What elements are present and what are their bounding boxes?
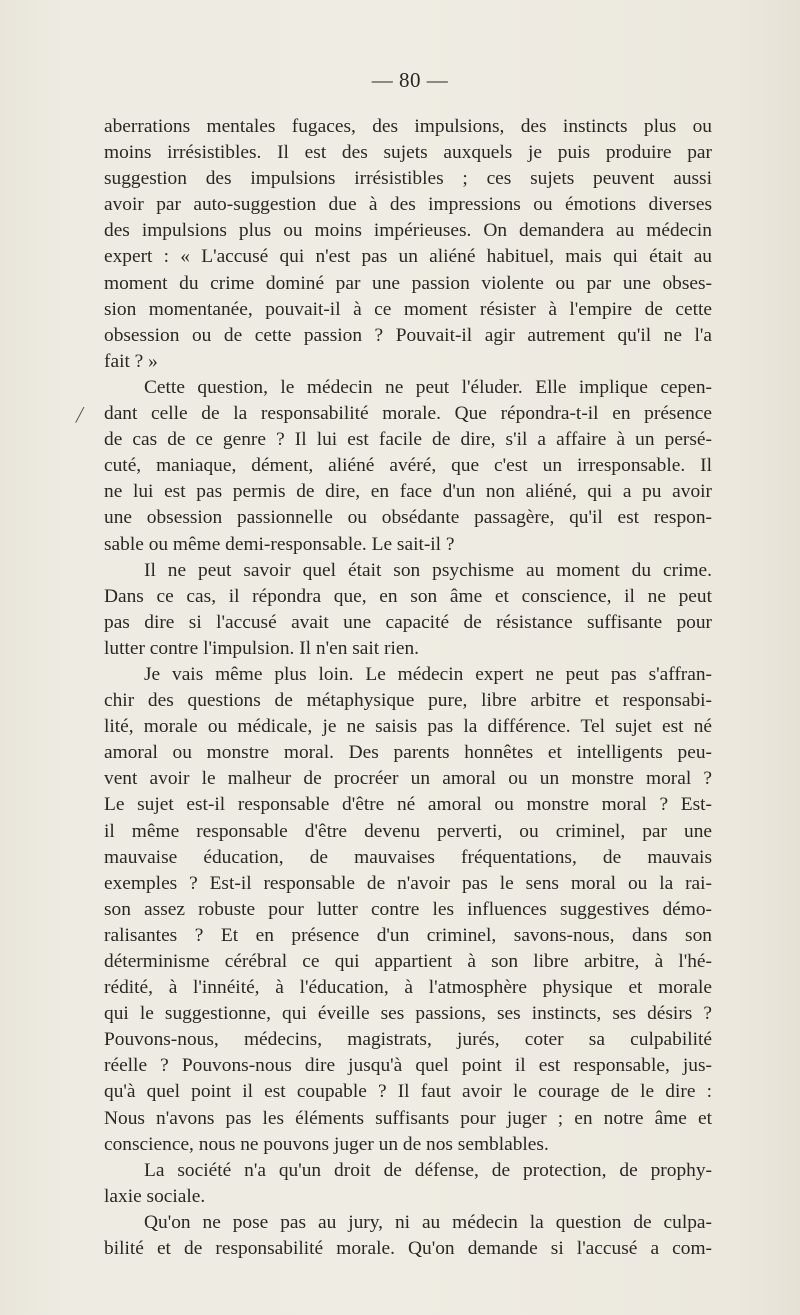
text-line: de cas de ce genre ? Il lui est facile de dire, s'il a affaire à un persé- xyxy=(104,429,712,451)
text-line: Cette question, le médecin ne peut l'éluder. Elle implique cepen- xyxy=(144,376,712,398)
margin-pencil-mark: ⁄ xyxy=(76,401,84,428)
text-line: son assez robuste pour lutter contre les influences suggestives démo- xyxy=(104,898,712,920)
text-line: sion momentanée, pouvait-il à ce moment résister à l'empire de cette xyxy=(104,298,712,320)
text-line: lutter contre l'impulsion. Il n'en sait rien. xyxy=(104,637,420,659)
text-line: obsession ou de cette passion ? Pouvait-il agir autrement qu'il ne l'a xyxy=(104,324,712,346)
text-line: Je vais même plus loin. Le médecin expert ne peut pas s'affran- xyxy=(144,663,712,685)
text-line: qu'à quel point il est coupable ? Il faut avoir le courage de le dire : xyxy=(104,1081,712,1103)
text-line: réelle ? Pouvons-nous dire jusqu'à quel point il est responsable, jus- xyxy=(104,1055,712,1077)
text-line: dant celle de la responsabilité morale. Que répondra-t-il en présence xyxy=(104,403,712,425)
text-line: mauvaise éducation, de mauvaises fréquentations, de mauvais xyxy=(104,846,712,868)
text-line: ralisantes ? Et en présence d'un criminel, savons-nous, dans son xyxy=(104,924,712,946)
text-line: sable ou même demi-responsable. Le sait-il ? xyxy=(104,533,455,555)
text-line: il même responsable d'être devenu perverti, ou criminel, par une xyxy=(104,820,712,842)
text-line: Il ne peut savoir quel était son psychisme au moment du crime. xyxy=(144,559,712,581)
text-line: pas dire si l'accusé avait une capacité de résistance suffisante pour xyxy=(104,611,712,633)
text-line: exemples ? Est-il responsable de n'avoir pas le sens moral ou la rai- xyxy=(104,872,712,894)
text-line: suggestion des impulsions irrésistibles ; ces sujets peuvent aussi xyxy=(104,168,712,190)
body-text xyxy=(104,114,712,1262)
text-line: bilité et de responsabilité morale. Qu'on demande si l'accusé a com- xyxy=(104,1238,712,1260)
text-line: Pouvons-nous, médecins, magistrats, jurés, coter sa culpabilité xyxy=(104,1029,712,1051)
text-line: aberrations mentales fugaces, des impulsions, des instincts plus ou xyxy=(104,116,712,137)
text-line: lité, morale ou médicale, je ne saisis pas la différence. Tel sujet est né xyxy=(104,716,712,738)
text-line: moins irrésistibles. Il est des sujets auxquels je puis produire par xyxy=(104,142,712,164)
text-line: conscience, nous ne pouvons juger un de nos semblables. xyxy=(104,1133,549,1155)
text-line: cuté, maniaque, dément, aliéné avéré, que c'est un irresponsable. Il xyxy=(104,455,712,477)
text-line: vent avoir le malheur de procréer un amoral ou un monstre moral ? xyxy=(104,768,712,790)
text-line: Nous n'avons pas les éléments suffisants pour juger ; en notre âme et xyxy=(104,1107,712,1129)
text-line: amoral ou monstre moral. Des parents honnêtes et intelligents peu- xyxy=(104,742,712,764)
text-line: ne lui est pas permis de dire, en face d'un non aliéné, qui a pu avoir xyxy=(104,481,712,503)
text-line: avoir par auto-suggestion due à des impressions ou émotions diverses xyxy=(104,194,712,216)
text-line: moment du crime dominé par une passion violente ou par une obses- xyxy=(104,272,712,294)
page-number: — 80 — xyxy=(371,68,449,92)
text-line: laxie sociale. xyxy=(104,1185,206,1207)
text-line: qui le suggestionne, qui éveille ses passions, ses instincts, ses désirs ? xyxy=(104,1003,712,1025)
text-line: déterminisme cérébral ce qui appartient à son libre arbitre, à l'hé- xyxy=(104,951,712,972)
text-line: expert : « L'accusé qui n'est pas un aliéné habituel, mais qui était au xyxy=(104,246,712,268)
text-line: Dans ce cas, il répondra que, en son âme et conscience, il ne peut xyxy=(104,585,712,607)
text-line: chir des questions de métaphysique pure, libre arbitre et responsabi- xyxy=(104,690,712,712)
text-line: une obsession passionnelle ou obsédante passagère, qu'il est respon- xyxy=(104,507,712,529)
text-line: des impulsions plus ou moins impérieuses. On demandera au médecin xyxy=(104,220,712,242)
text-line: Qu'on ne pose pas au jury, ni au médecin la question de culpa- xyxy=(144,1211,712,1233)
text-line: rédité, à l'innéité, à l'éducation, à l'atmosphère physique et morale xyxy=(104,977,712,999)
text-line: Le sujet est-il responsable d'être né amoral ou monstre moral ? Est- xyxy=(104,794,712,816)
text-line: fait ? » xyxy=(104,350,158,372)
text-line: La société n'a qu'un droit de défense, de protection, de prophy- xyxy=(144,1159,712,1181)
